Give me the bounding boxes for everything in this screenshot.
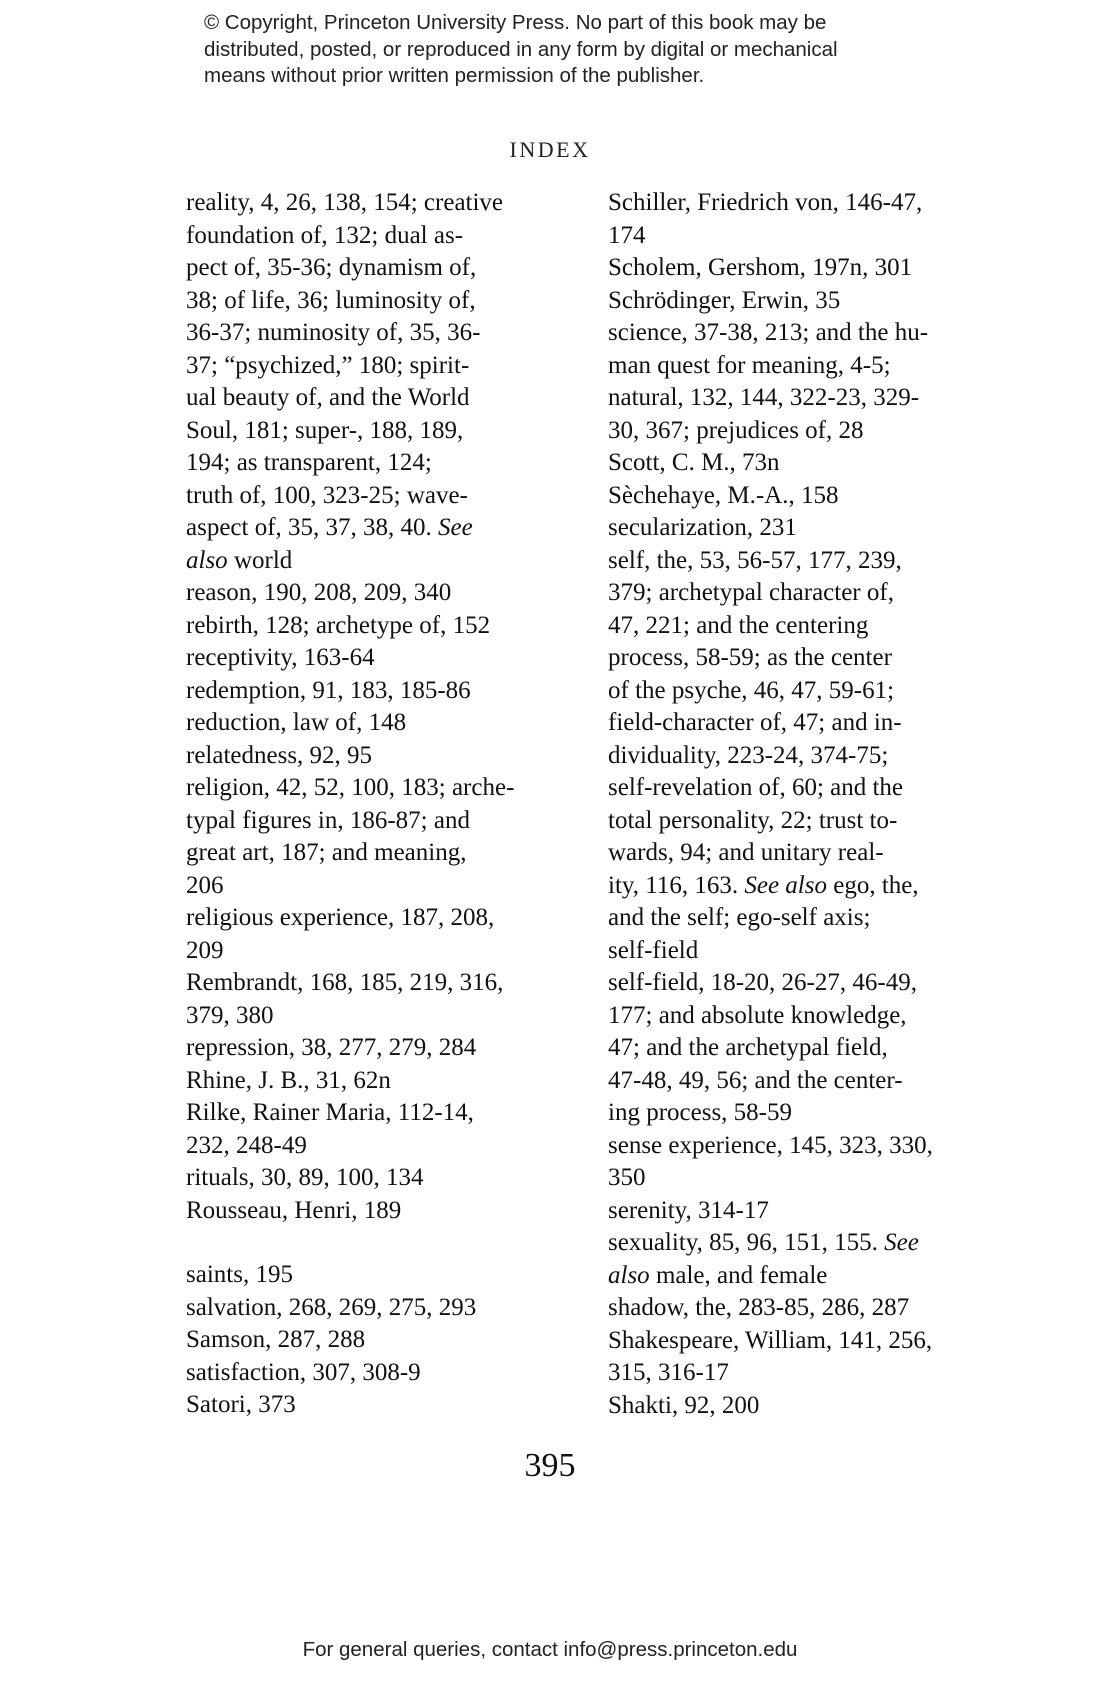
index-entry-line: reality, 4, 26, 138, 154; creative [186,189,504,216]
index-entry-line: dividuality, 223-24, 374-75; [608,741,889,769]
index-entry [608,1390,1008,1423]
index-entry [186,707,566,740]
index-entry-line: 174 [608,221,646,249]
index-entry [186,1097,566,1162]
index-entry-line: 209 [186,936,224,964]
index-entry-line: Rembrandt, 168, 185, 219, 316, [186,969,504,996]
index-entry-line: Rilke, Rainer Maria, 112-14, [186,1099,474,1126]
index-entry-line: secularization, 231 [608,514,797,541]
index-entry-line: reduction, law of, 148 [186,709,407,736]
index-entry-line: 177; and absolute knowledge, [608,1001,907,1029]
index-column-right [608,187,1008,1422]
index-entry-line: Satori, 373 [186,1391,296,1418]
index-entry-line: 206 [186,871,224,899]
index-entry [186,1259,566,1292]
index-entry-line: 47-48, 49, 56; and the center- [608,1066,903,1094]
index-entry-line: 47; and the archetypal field, [608,1034,888,1061]
index-entry-line: self-field, 18-20, 26-27, 46-49, [608,969,917,996]
index-entry-line: Scott, C. M., 73n [608,449,780,476]
index-entry [608,447,1008,480]
index-entry-line: reason, 190, 208, 209, 340 [186,579,452,606]
index-entry-line: 37; “psychized,” 180; spirit- [186,351,470,379]
index-entry-line: saints, 195 [186,1261,293,1288]
index-entry-line: science, 37-38, 213; and the hu- [608,319,929,346]
index-entry-line: also male, and female [608,1261,828,1289]
index-entry-line: sense experience, 145, 323, 330, [608,1131,933,1159]
index-entry-line: wards, 94; and unitary real- [608,839,884,866]
copyright-line: © Copyright, Princeton University Press. No part of this book may be [204,11,827,34]
index-entry [608,317,1008,447]
index-entry-line: shadow, the, 283-85, 286, 287 [608,1294,910,1321]
index-entry-line: 36-37; numinosity of, 35, 36- [186,319,481,346]
index-entry [186,577,566,610]
index-entry [186,642,566,675]
index-entry-line: aspect of, 35, 37, 38, 40. See [186,514,473,541]
index-entry-line: foundation of, 132; dual as- [186,221,464,249]
index-entry-line: serenity, 314-17 [608,1196,769,1224]
index-entry-line: Schiller, Friedrich von, 146-47, [608,189,923,216]
index-entry [608,1325,1008,1390]
index-entry-line: 194; as transparent, 124; [186,449,432,476]
index-entry [608,1195,1008,1228]
index-entry [608,545,1008,968]
index-entry [186,772,566,902]
index-entry-line: rebirth, 128; archetype of, 152 [186,611,491,639]
index-entry [186,1324,566,1357]
index-entry [186,1065,566,1098]
index-entry-line: Scholem, Gershom, 197n, 301 [608,254,913,281]
index-entry-line: satisfaction, 307, 308-9 [186,1358,421,1386]
index-entry-line: ity, 116, 163. See also ego, the, [608,871,919,899]
index-entry [186,1357,566,1390]
index-entry [186,675,566,708]
index-entry-line: 379; archetypal character of, [608,579,894,606]
index-entry [186,902,566,967]
index-entry [608,252,1008,285]
copyright-notice [204,10,964,90]
index-entry-line: Rhine, J. B., 31, 62n [186,1066,391,1094]
index-entry-line: relatedness, 92, 95 [186,741,373,769]
index-entry [608,480,1008,513]
index-entry-line: ing process, 58-59 [608,1099,792,1126]
index-entry-line: redemption, 91, 183, 185-86 [186,676,471,704]
index-entry-line: great art, 187; and meaning, [186,839,467,866]
index-entry-line: repression, 38, 277, 279, 284 [186,1034,477,1061]
index-entry-line: Rousseau, Henri, 189 [186,1196,402,1224]
page-heading: INDEX [509,137,591,162]
index-entry [608,1227,1008,1292]
index-entry-line: of the psyche, 46, 47, 59-61; [608,676,895,704]
index-entry [186,1032,566,1065]
index-entry [186,1195,566,1228]
index-entry [608,512,1008,545]
section-gap [186,1227,566,1259]
copyright-line: distributed, posted, or reproduced in any form by digital or mechanical [204,37,838,61]
index-entry-line: religion, 42, 52, 100, 183; arche- [186,774,515,801]
index-entry [608,967,1008,1130]
index-entry-line: process, 58-59; as the center [608,644,892,671]
index-entry-line: Shakespeare, William, 141, 256, [608,1326,933,1354]
index-entry-line: typal figures in, 186-87; and [186,806,470,834]
index-entry [608,1130,1008,1195]
index-entry-line: self-revelation of, 60; and the [608,774,904,801]
copyright-line: means without prior written permission of the publisher. [204,64,705,87]
index-entry-line: sexuality, 85, 96, 151, 155. See [608,1229,919,1256]
index-entry-line: truth of, 100, 323-25; wave- [186,481,468,509]
index-entry-line: 38; of life, 36; luminosity of, [186,286,476,314]
index-entry-line: self-field [608,936,699,964]
index-column-left [186,187,566,1422]
index-entry [186,610,566,643]
index-entry-line: 315, 316-17 [608,1359,729,1386]
index-entry-line: pect of, 35-36; dynamism of, [186,254,477,281]
index-entry-line: natural, 132, 144, 322-23, 329- [608,384,920,411]
index-entry-line: man quest for meaning, 4-5; [608,351,891,379]
index-entry-line: 350 [608,1164,646,1191]
index-entry-line: field-character of, 47; and in- [608,709,902,736]
index-entry-line: and the self; ego-self axis; [608,904,871,931]
index-entry-line: Shakti, 92, 200 [608,1391,760,1419]
index-entry-line: self, the, 53, 56-57, 177, 239, [608,546,902,574]
index-entry-line: ual beauty of, and the World [186,384,470,411]
index-entry-line: Soul, 181; super-, 188, 189, [186,416,464,444]
index-entry [608,1292,1008,1325]
index-entry [186,740,566,773]
index-entry-line: Samson, 287, 288 [186,1326,366,1353]
index-entry-line: 30, 367; prejudices of, 28 [608,416,864,444]
index-entry-line: rituals, 30, 89, 100, 134 [186,1164,424,1191]
index-entry-line: also world [186,546,293,574]
index-entry [186,967,566,1032]
index-entry-line: religious experience, 187, 208, [186,904,495,931]
index-entry-line: receptivity, 163-64 [186,644,375,671]
index-entry-line: 232, 248-49 [186,1131,307,1159]
index-entry-line: Schrödinger, Erwin, 35 [608,286,841,314]
index-entry [186,187,566,577]
index-entry [608,187,1008,252]
index-entry [186,1292,566,1325]
index-entry-line: 379, 380 [186,1001,274,1029]
footer-contact: For general queries, contact info@press.princeton.edu [302,1638,798,1661]
index-entry-line: total personality, 22; trust to- [608,806,898,834]
index-entry [608,285,1008,318]
index-entry-line: 47, 221; and the centering [608,611,869,639]
index-entry-line: salvation, 268, 269, 275, 293 [186,1293,477,1321]
index-entry [186,1389,566,1422]
index-entry [186,1162,566,1195]
index-entry-line: Sèchehaye, M.-A., 158 [608,481,839,509]
page-number: 395 [524,1447,576,1484]
